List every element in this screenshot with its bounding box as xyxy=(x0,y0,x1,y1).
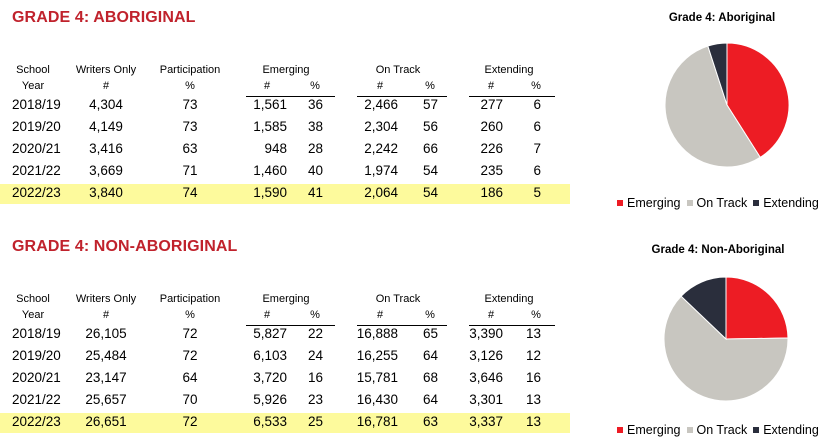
cell-writers-only: 25,484 xyxy=(85,348,127,363)
cell-participation: 73 xyxy=(182,119,198,134)
header-on-track-num: # xyxy=(376,309,384,321)
cell-on-track-num: 2,064 xyxy=(364,185,398,200)
cell-on-track-pct: 64 xyxy=(422,348,438,363)
cell-on-track-num: 16,781 xyxy=(356,414,398,429)
header-emerging-num: # xyxy=(263,80,271,92)
header-school: School xyxy=(16,293,50,305)
cell-extending-pct: 6 xyxy=(533,119,541,134)
section-title-non-aboriginal: GRADE 4: NON-ABORIGINAL xyxy=(12,238,238,255)
legend-swatch xyxy=(753,200,759,206)
header-extending: Extending xyxy=(484,64,534,76)
header-on-track-pct: % xyxy=(425,80,435,92)
cell-emerging-num: 1,590 xyxy=(253,185,287,200)
header-on-track-num: # xyxy=(376,80,384,92)
cell-extending-pct: 7 xyxy=(533,141,541,156)
cell-on-track-pct: 63 xyxy=(422,414,438,429)
header-writers-only: Writers Only xyxy=(75,64,137,76)
cell-participation: 73 xyxy=(182,97,198,112)
cell-on-track-pct: 56 xyxy=(422,119,438,134)
cell-on-track-pct: 68 xyxy=(422,370,438,385)
header-on-track-pct: % xyxy=(425,309,435,321)
table-row xyxy=(0,369,570,389)
cell-on-track-pct: 64 xyxy=(422,392,438,407)
cell-emerging-pct: 40 xyxy=(307,163,323,178)
cell-on-track-num: 16,430 xyxy=(356,392,398,407)
cell-school-year: 2021/22 xyxy=(12,392,61,407)
chart-title-non-aboriginal: Grade 4: Non-Aboriginal xyxy=(651,244,785,256)
cell-school-year: 2019/20 xyxy=(12,119,61,134)
legend-label: Extending xyxy=(763,196,819,210)
cell-writers-only: 4,149 xyxy=(89,119,123,134)
header-writers-num: # xyxy=(102,80,110,92)
legend-label: Emerging xyxy=(627,423,681,437)
cell-extending-num: 235 xyxy=(480,163,503,178)
legend-item xyxy=(617,423,681,437)
cell-writers-only: 26,105 xyxy=(85,326,127,341)
cell-extending-num: 3,390 xyxy=(469,326,503,341)
header-emerging: Emerging xyxy=(262,293,310,305)
header-extending: Extending xyxy=(484,293,534,305)
legend-swatch xyxy=(687,200,693,206)
cell-emerging-pct: 25 xyxy=(307,414,323,429)
cell-extending-num: 186 xyxy=(480,185,503,200)
cell-extending-num: 226 xyxy=(480,141,503,156)
cell-emerging-pct: 28 xyxy=(307,141,323,156)
cell-emerging-pct: 41 xyxy=(307,185,323,200)
cell-extending-num: 3,646 xyxy=(469,370,503,385)
cell-participation: 70 xyxy=(182,392,198,407)
cell-emerging-num: 3,720 xyxy=(253,370,287,385)
cell-extending-pct: 13 xyxy=(525,392,541,407)
legend-label: On Track xyxy=(696,196,748,210)
cell-extending-num: 260 xyxy=(480,119,503,134)
cell-extending-pct: 16 xyxy=(525,370,541,385)
cell-school-year: 2022/23 xyxy=(12,414,61,429)
legend-swatch xyxy=(617,427,623,433)
cell-emerging-num: 1,585 xyxy=(253,119,287,134)
cell-school-year: 2020/21 xyxy=(12,370,61,385)
cell-participation: 72 xyxy=(182,326,198,341)
cell-writers-only: 3,416 xyxy=(89,141,123,156)
legend-swatch xyxy=(687,427,693,433)
cell-extending-pct: 12 xyxy=(525,348,541,363)
cell-emerging-num: 6,533 xyxy=(253,414,287,429)
header-on-track: On Track xyxy=(375,293,421,305)
cell-on-track-num: 16,888 xyxy=(356,326,398,341)
legend-label: On Track xyxy=(696,423,748,437)
legend-aboriginal xyxy=(617,196,825,210)
cell-on-track-pct: 54 xyxy=(422,185,438,200)
cell-on-track-num: 2,242 xyxy=(364,141,398,156)
legend-non-aboriginal xyxy=(617,423,825,437)
table-row xyxy=(0,184,570,204)
header-year: Year xyxy=(21,80,45,92)
legend-label: Emerging xyxy=(627,196,681,210)
cell-participation: 74 xyxy=(182,185,198,200)
cell-participation: 64 xyxy=(182,370,198,385)
cell-writers-only: 3,840 xyxy=(89,185,123,200)
cell-extending-pct: 6 xyxy=(533,97,541,112)
legend-swatch xyxy=(617,200,623,206)
cell-on-track-num: 2,466 xyxy=(364,97,398,112)
legend-item xyxy=(687,423,748,437)
legend-item xyxy=(687,196,748,210)
header-participation-pct: % xyxy=(185,80,195,92)
cell-writers-only: 25,657 xyxy=(85,392,127,407)
table-row xyxy=(0,325,570,345)
cell-emerging-pct: 23 xyxy=(307,392,323,407)
table-row xyxy=(0,140,570,160)
cell-emerging-num: 1,460 xyxy=(253,163,287,178)
header-extending-pct: % xyxy=(531,80,541,92)
cell-writers-only: 23,147 xyxy=(85,370,127,385)
cell-participation: 72 xyxy=(182,348,198,363)
header-extending-num: # xyxy=(487,309,495,321)
cell-extending-pct: 6 xyxy=(533,163,541,178)
header-emerging: Emerging xyxy=(262,64,310,76)
table-row xyxy=(0,413,570,433)
cell-on-track-num: 2,304 xyxy=(364,119,398,134)
header-extending-pct: % xyxy=(531,309,541,321)
cell-emerging-pct: 16 xyxy=(307,370,323,385)
cell-school-year: 2021/22 xyxy=(12,163,61,178)
table-row xyxy=(0,118,570,138)
header-on-track: On Track xyxy=(375,64,421,76)
cell-emerging-num: 5,926 xyxy=(253,392,287,407)
header-emerging-pct: % xyxy=(310,80,320,92)
cell-participation: 72 xyxy=(182,414,198,429)
header-emerging-pct: % xyxy=(310,309,320,321)
pie-slice-emerging xyxy=(726,277,788,339)
cell-on-track-pct: 54 xyxy=(422,163,438,178)
cell-on-track-num: 15,781 xyxy=(356,370,398,385)
cell-emerging-pct: 22 xyxy=(307,326,323,341)
cell-school-year: 2020/21 xyxy=(12,141,61,156)
cell-on-track-num: 1,974 xyxy=(364,163,398,178)
cell-emerging-num: 5,827 xyxy=(253,326,287,341)
cell-emerging-pct: 36 xyxy=(307,97,323,112)
header-school: School xyxy=(16,64,50,76)
cell-writers-only: 3,669 xyxy=(89,163,123,178)
header-emerging-num: # xyxy=(263,309,271,321)
cell-extending-num: 3,337 xyxy=(469,414,503,429)
cell-emerging-num: 1,561 xyxy=(253,97,287,112)
cell-writers-only: 4,304 xyxy=(89,97,123,112)
legend-label: Extending xyxy=(763,423,819,437)
cell-extending-pct: 5 xyxy=(533,185,541,200)
cell-school-year: 2018/19 xyxy=(12,97,61,112)
table-row xyxy=(0,162,570,182)
header-participation: Participation xyxy=(159,64,221,76)
cell-extending-pct: 13 xyxy=(525,326,541,341)
table-row xyxy=(0,391,570,411)
cell-on-track-pct: 66 xyxy=(422,141,438,156)
header-extending-num: # xyxy=(487,80,495,92)
header-writers-num: # xyxy=(102,309,110,321)
cell-emerging-pct: 38 xyxy=(307,119,323,134)
cell-extending-num: 277 xyxy=(480,97,503,112)
cell-extending-num: 3,301 xyxy=(469,392,503,407)
header-writers-only: Writers Only xyxy=(75,293,137,305)
legend-item xyxy=(617,196,681,210)
cell-on-track-num: 16,255 xyxy=(356,348,398,363)
legend-item xyxy=(753,423,819,437)
legend-item xyxy=(753,196,819,210)
cell-emerging-pct: 24 xyxy=(307,348,323,363)
cell-participation: 63 xyxy=(182,141,198,156)
table-row xyxy=(0,347,570,367)
chart-title-aboriginal: Grade 4: Aboriginal xyxy=(668,12,776,24)
header-year: Year xyxy=(21,309,45,321)
cell-emerging-num: 948 xyxy=(264,141,287,156)
header-participation: Participation xyxy=(159,293,221,305)
cell-school-year: 2019/20 xyxy=(12,348,61,363)
legend-swatch xyxy=(753,427,759,433)
cell-school-year: 2018/19 xyxy=(12,326,61,341)
cell-extending-pct: 13 xyxy=(525,414,541,429)
pie-chart-non-aboriginal xyxy=(661,274,791,404)
pie-chart-aboriginal xyxy=(662,40,792,170)
cell-participation: 71 xyxy=(182,163,198,178)
section-title-aboriginal: GRADE 4: ABORIGINAL xyxy=(12,9,196,26)
cell-extending-num: 3,126 xyxy=(469,348,503,363)
table-row xyxy=(0,96,570,116)
cell-school-year: 2022/23 xyxy=(12,185,61,200)
cell-writers-only: 26,651 xyxy=(85,414,127,429)
cell-emerging-num: 6,103 xyxy=(253,348,287,363)
header-participation-pct: % xyxy=(185,309,195,321)
cell-on-track-pct: 57 xyxy=(422,97,438,112)
cell-on-track-pct: 65 xyxy=(422,326,438,341)
